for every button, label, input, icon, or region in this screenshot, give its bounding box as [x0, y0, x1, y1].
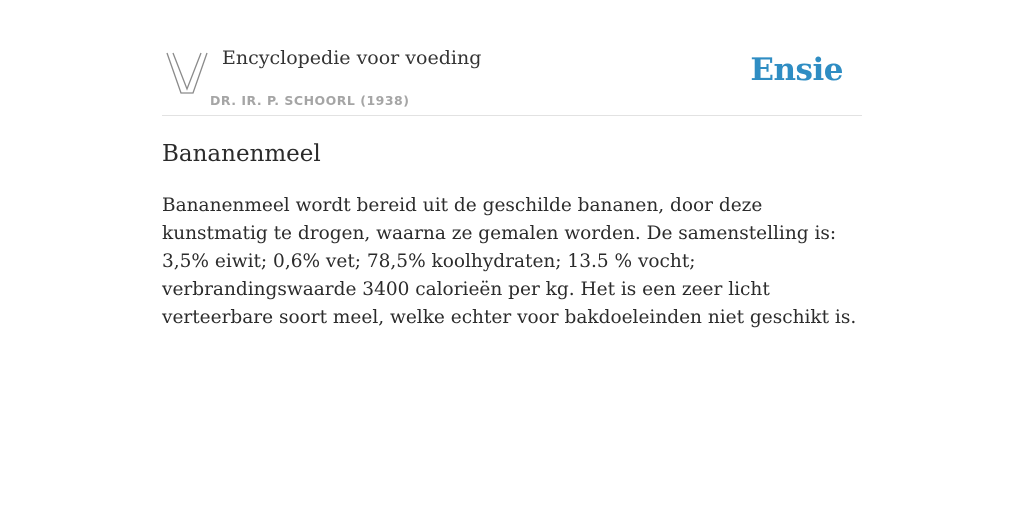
source-title-link[interactable]: Encyclopedie voor voeding — [222, 47, 482, 69]
entry-title: Bananenmeel — [162, 141, 321, 167]
source-header — [162, 40, 862, 116]
ensie-brand-logo[interactable]: Ensie — [750, 52, 843, 88]
entry-body: Bananenmeel wordt bereid uit de geschilde bananen, door deze kunstmatig te drogen, waarna ze gemalen worden. De samenstelling is: 3,5% eiwit; 0,6% vet; 78,5% koolhydraten; 13.5 % vocht; verbrandingswaarde 3400 calorieën per kg. Het is een zeer licht verteerbare soort meel, welke echter voor bakdoeleinden niet geschikt is. — [162, 195, 857, 328]
source-author: DR. IR. P. SCHOORL (1938) — [210, 93, 410, 108]
v-logo-icon[interactable] — [166, 49, 208, 97]
